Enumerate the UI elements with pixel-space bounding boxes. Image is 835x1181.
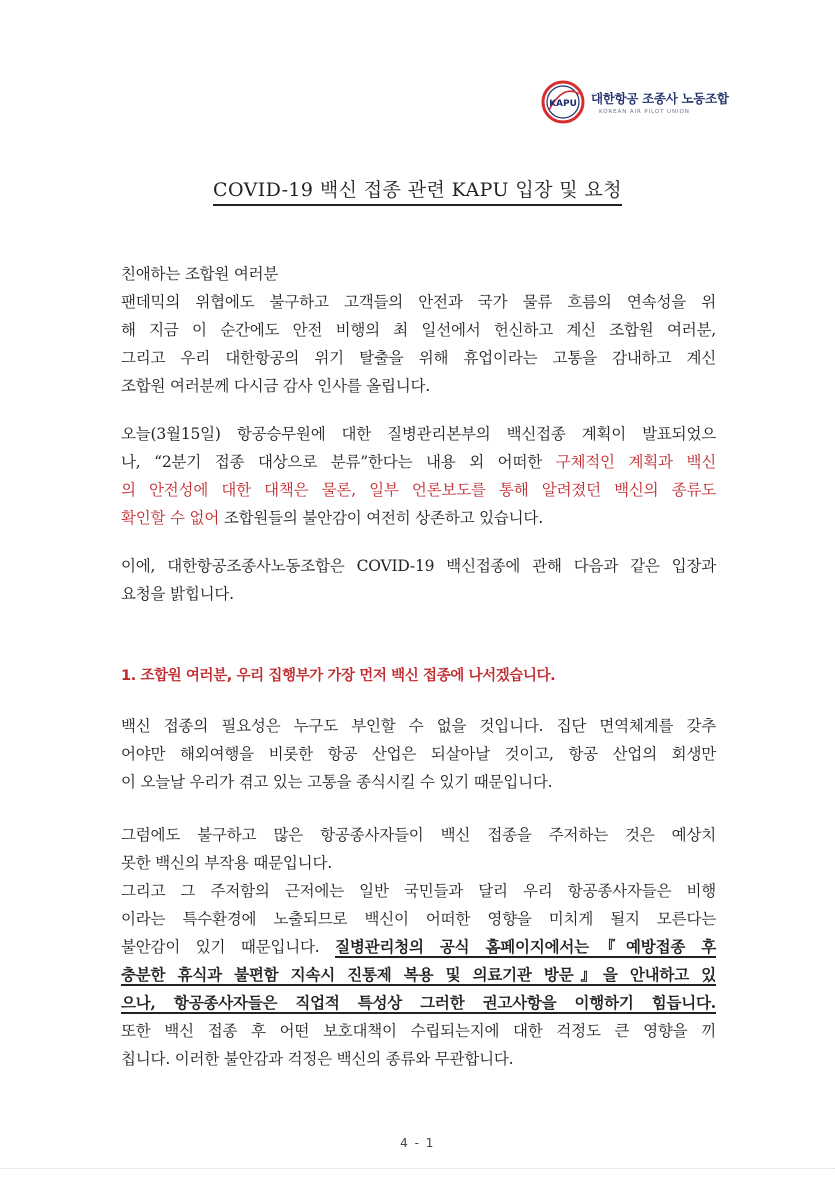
emphasis-underline: 질병관리청의 공식 홈페이지에서는『예방접종 후 bbox=[335, 937, 716, 956]
document-title: COVID-19 백신 접종 관련 KAPU 입장 및 요청 bbox=[0, 175, 835, 202]
para1-line: 해 지금 이 순간에도 안전 비행의 최 일선에서 헌신하고 계신 조합원 여러분, bbox=[121, 321, 716, 339]
para4-line: 이 오늘날 우리가 겪고 있는 고통을 종식시킬 수 있기 때문입니다. bbox=[121, 773, 553, 791]
para5-line: 불안감이 있기 때문입니다. 질병관리청의 공식 홈페이지에서는『예방접종 후 bbox=[121, 937, 716, 956]
para5-line: 또한 백신 접종 후 어떤 보호대책이 수립되는지에 대한 걱정도 큰 영향을 끼 bbox=[121, 1022, 716, 1040]
para2-line: 의 안전성에 대한 대책은 물론, 일부 언론보도를 통해 알려졌던 백신의 종류도 bbox=[121, 481, 716, 499]
para4-line: 어야만 해외여행을 비롯한 항공 산업은 되살아날 것이고, 항공 산업의 회생만 bbox=[121, 745, 716, 763]
emphasis-red: 구체적인 계획과 백신 bbox=[555, 453, 716, 471]
greeting-line: 친애하는 조합원 여러분 bbox=[121, 265, 279, 283]
emphasis-red: 확인할 수 없어 bbox=[121, 509, 220, 527]
page-number: 4 - 1 bbox=[400, 1136, 435, 1150]
union-subtitle: KOREAN AIR PILOT UNION bbox=[599, 109, 690, 115]
svg-text:KAPU: KAPU bbox=[549, 99, 577, 109]
para2-line: 확인할 수 없어 조합원들의 불안감이 여전히 상존하고 있습니다. bbox=[121, 509, 543, 527]
para5-line-emphasis: 충분한 휴식과 불편함 지속시 진통제 복용 및 의료기관 방문』을 안내하고 있 bbox=[121, 965, 716, 984]
para1-line: 그리고 우리 대한항공의 위기 탈출을 위해 휴업이라는 고통을 감내하고 계신 bbox=[121, 349, 716, 367]
para5-line: 그럼에도 불구하고 많은 항공종사자들이 백신 접종을 주저하는 것은 예상치 bbox=[121, 826, 716, 844]
para5-line: 이라는 특수환경에 노출되므로 백신이 어떠한 영향을 미치게 될지 모른다는 bbox=[121, 910, 716, 928]
para5-line-emphasis: 으나, 항공종사자들은 직업적 특성상 그러한 권고사항을 이행하기 힘듭니다. bbox=[121, 993, 716, 1012]
para1-line: 팬데믹의 위협에도 불구하고 고객들의 안전과 국가 물류 흐름의 연속성을 위 bbox=[121, 293, 716, 311]
union-name: 대한항공 조종사 노동조합 bbox=[591, 91, 729, 106]
section-heading: 1. 조합원 여러분, 우리 집행부가 가장 먼저 백신 접종에 나서겠습니다. bbox=[121, 668, 556, 684]
para1-line: 조합원 여러분께 다시금 감사 인사를 올립니다. bbox=[121, 377, 431, 395]
para4-line: 백신 접종의 필요성은 누구도 부인할 수 없을 것입니다. 집단 면역체계를 갖추 bbox=[121, 717, 716, 735]
para3-line: 이에, 대한항공조종사노동조합은 COVID-19 백신접종에 관해 다음과 같은 입장과 bbox=[121, 557, 716, 575]
para2-line: 나, “2분기 접종 대상으로 분류”한다는 내용 외 어떠한 구체적인 계획과 백신 bbox=[121, 453, 716, 471]
para2-line: 오늘(3월15일) 항공승무원에 대한 질병관리본부의 백신접종 계획이 발표되었으 bbox=[121, 425, 716, 443]
para3-line: 요청을 밝힙니다. bbox=[121, 585, 234, 603]
para5-line: 칩니다. 이러한 불안감과 걱정은 백신의 종류와 무관합니다. bbox=[121, 1050, 514, 1068]
footer-divider bbox=[0, 1168, 835, 1169]
para5-line: 못한 백신의 부작용 때문입니다. bbox=[121, 854, 332, 872]
kapu-seal-icon bbox=[541, 80, 585, 124]
union-logo bbox=[541, 80, 741, 128]
para5-line: 그리고 그 주저함의 근저에는 일반 국민들과 달리 우리 항공종사자들은 비행 bbox=[121, 882, 716, 900]
